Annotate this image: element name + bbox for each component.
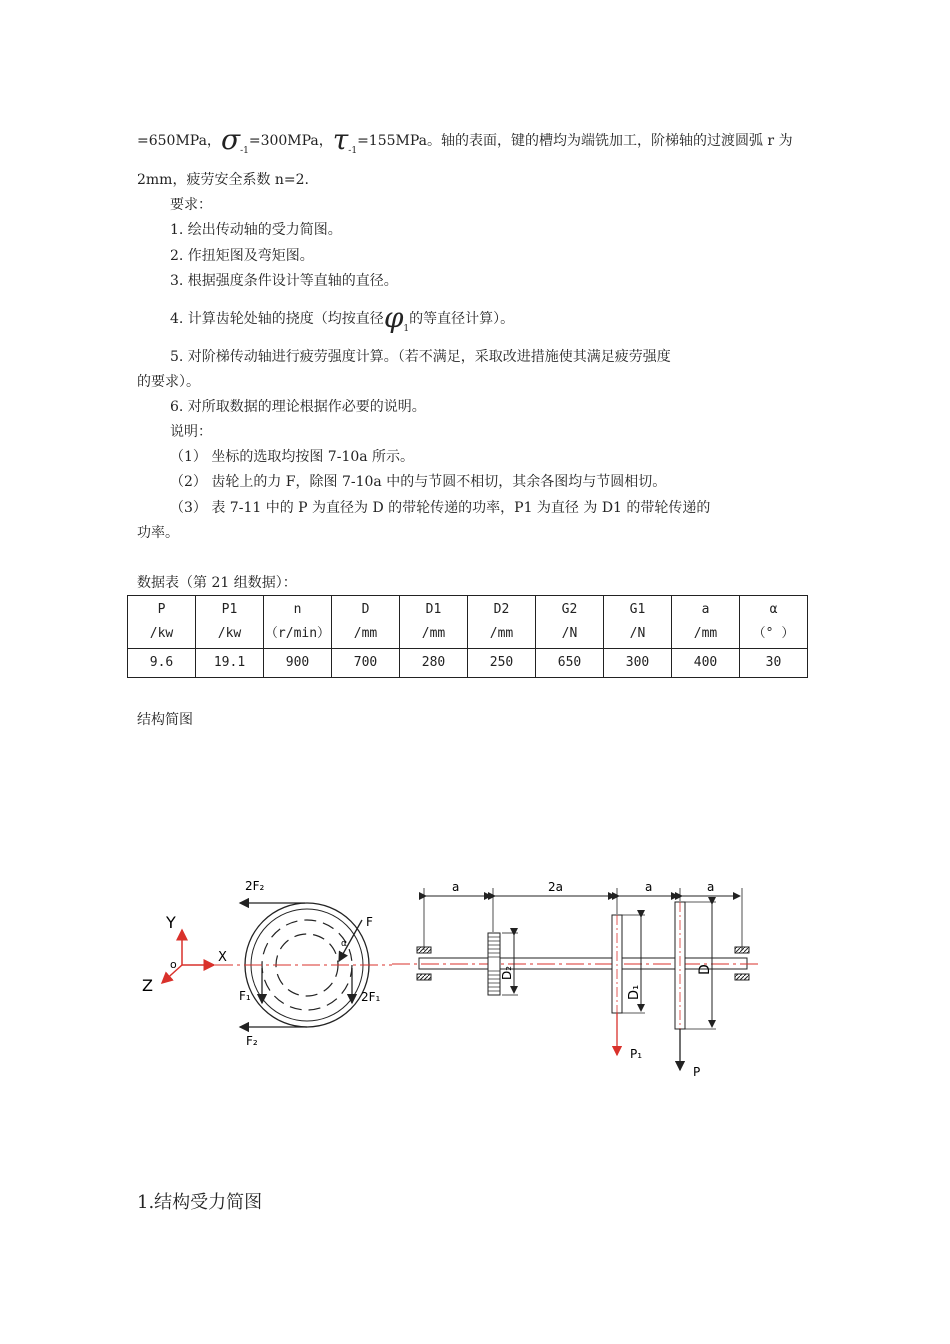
subscript: 1 (403, 324, 410, 334)
param-line-2: 2mm，疲劳安全系数 n=2. (137, 172, 310, 188)
p-label: P (693, 1065, 701, 1079)
requirement-1: 1. 绘出传动轴的受力简图。 (170, 222, 342, 238)
text-fragment: 的等直径计算）。 (409, 311, 515, 327)
force-F-label: F (366, 915, 373, 929)
phi-symbol: φ (383, 301, 404, 334)
requirement-4 (170, 301, 515, 339)
x-axis-label: X (218, 950, 227, 965)
dim-2a-label: 2a (548, 880, 563, 894)
header-cell: P1 /kw (196, 596, 264, 649)
subscript: -1 (348, 146, 358, 156)
table-cell: 280 (400, 649, 468, 678)
table-cell: 900 (264, 649, 332, 678)
table-cell: 700 (332, 649, 400, 678)
axes-group (142, 913, 227, 995)
structure-diagram (0, 860, 950, 1120)
table-row (128, 649, 808, 678)
d1-label: D₁ (627, 984, 642, 1000)
header-cell: n （r/min） (264, 596, 332, 649)
param-line (137, 123, 793, 161)
shaft-front-view (392, 880, 760, 1079)
text-fragment: =300MPa， (248, 133, 333, 149)
requirement-5: 5. 对阶梯传动轴进行疲劳强度计算。（若不满足，采取改进措施使其满足疲劳强度 (170, 349, 671, 365)
section-title: 1.结构受力简图 (137, 1192, 263, 1213)
subscript: -1 (240, 146, 249, 156)
table-caption: 数据表（第 21 组数据）： (137, 575, 297, 591)
force-F2-label: F₂ (246, 1034, 258, 1048)
table-cell: 250 (468, 649, 536, 678)
table-cell: 9.6 (128, 649, 196, 678)
note-1: （1） 坐标的选取均按图 7-10a 所示。 (170, 449, 415, 465)
note-2: （2） 齿轮上的力 F，除图 7-10a 中的与节圆不相切，其余各图均与节圆相切。 (170, 474, 667, 490)
gear-d2 (488, 933, 500, 995)
p1-label: P₁ (630, 1047, 643, 1061)
requirement-6: 6. 对所取数据的理论根据作必要的说明。 (170, 399, 426, 415)
text-fragment: =650MPa， (137, 133, 221, 149)
dim-a-1-label: a (452, 880, 460, 894)
note-3-cont: 功率。 (137, 525, 179, 541)
sigma-symbol: σ (220, 123, 241, 156)
header-cell: P /kw (128, 596, 196, 649)
data-table (127, 595, 808, 678)
dim-a-3-label: a (707, 880, 715, 894)
right-bearing-bottom (735, 974, 749, 980)
table-cell: 300 (604, 649, 672, 678)
gear-side-view (215, 879, 392, 1048)
text-fragment: 4. 计算齿轮处轴的挠度（均按直径 (170, 311, 384, 327)
header-cell: α （° ） (740, 596, 808, 649)
tau-symbol: τ (332, 123, 349, 156)
header-cell: D1 /mm (400, 596, 468, 649)
z-axis-label: Z (142, 976, 153, 995)
note-3: （3） 表 7-11 中的 P 为直径为 D 的带轮传递的功率，P1 为直径 为 D1 的带轮传递的 (170, 500, 711, 516)
requirement-3: 3. 根据强度条件设计等直轴的直径。 (170, 273, 398, 289)
notes-title: 说明： (170, 424, 212, 440)
force-F1-label: F₁ (239, 989, 251, 1003)
header-cell: G2 /N (536, 596, 604, 649)
requirement-5-cont: 的要求）。 (137, 374, 200, 390)
header-cell: G1 /N (604, 596, 672, 649)
force-2F1-label: 2F₁ (361, 990, 381, 1004)
y-axis-label: Y (166, 913, 176, 932)
dim-a-2-label: a (645, 880, 653, 894)
requirement-2: 2. 作扭矩图及弯矩图。 (170, 248, 314, 264)
d2-label: D₂ (500, 965, 514, 980)
text-fragment: =155MPa。轴的表面，键的槽均为端铣加工，阶梯轴的过渡圆弧 r 为 (357, 133, 793, 149)
table-cell: 400 (672, 649, 740, 678)
table-cell: 19.1 (196, 649, 264, 678)
origin-label: o (170, 958, 177, 971)
force-2F2-label: 2F₂ (245, 879, 265, 893)
header-cell: D2 /mm (468, 596, 536, 649)
alpha-label: α (341, 939, 347, 949)
table-cell: 30 (740, 649, 808, 678)
table-cell: 650 (536, 649, 604, 678)
header-cell: D /mm (332, 596, 400, 649)
requirements-title: 要求： (170, 197, 212, 213)
structure-caption: 结构简图 (137, 712, 193, 728)
table-header-row (128, 596, 808, 649)
header-cell: a /mm (672, 596, 740, 649)
d-label: D (697, 964, 713, 975)
left-bearing-bottom (417, 974, 431, 980)
